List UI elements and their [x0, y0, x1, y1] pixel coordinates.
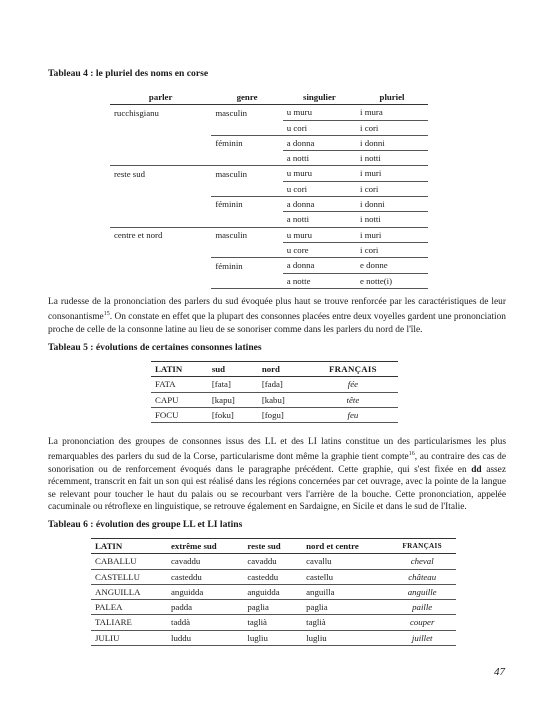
tableau4-cell — [211, 181, 282, 196]
tableau6-row — [91, 630, 456, 645]
tableau6-cell: luddu — [167, 630, 243, 645]
tableau6-cell: cavallu — [302, 554, 388, 569]
tableau4-cell: e donne — [356, 258, 428, 273]
tableau6-cell: anguidda — [243, 584, 302, 599]
page-number: 47 — [494, 666, 505, 678]
tableau5-header-cell: LATIN — [151, 362, 208, 377]
tableau4-header-cell: pluriel — [356, 90, 428, 105]
tableau5-header-cell: sud — [208, 362, 258, 377]
tableau5-cell: fée — [308, 377, 398, 392]
tableau6-cell: CASTELLU — [91, 569, 167, 584]
tableau6-cell: TALIARE — [91, 615, 167, 630]
tableau4-cell — [211, 120, 282, 135]
paragraph-cacuminale: La prononciation des groupes de consonnes issus des LL et des LI latins constitue un des particularismes les plus remarquables des parlers du sud de la Corse, particularisme dont même la graphie tient compte$^{16}$, au contraire des cas de sonorisation ou de renforcement évoqués dans le paragraphe précédent. Cette graphie, qui s'est fixée en dd assez récemment, transcrit en fait un son qui est réalisé dans les régions concernées par cet ouvrage, avec la pointe de la langue se relevant pour toucher le haut du palais ou se recourbant vers l'arrière de la bouche. Cette prononciation, appelée cacuminale ou rétroflexe en linguistique, se retrouve également en Sardaigne, en Sicile et dans le sud de l'Italie. — [48, 437, 507, 513]
tableau5-row — [151, 392, 398, 407]
tableau6-cell: ANGUILLA — [91, 584, 167, 599]
tableau4-row — [110, 166, 428, 181]
tableau4-row — [110, 197, 428, 212]
tableau6-cell: cavaddu — [167, 554, 243, 569]
tableau5-cell: [fata] — [208, 377, 258, 392]
tableau6-row — [91, 584, 456, 599]
tableau5-header-row — [151, 362, 398, 377]
tableau6-row — [91, 569, 456, 584]
tableau4-cell: rucchisgianu — [114, 107, 159, 118]
tableau4-cell: féminin — [215, 199, 243, 210]
tableau6-header-cell: extrême sud — [167, 539, 243, 554]
tableau4-cell — [211, 273, 282, 288]
tableau6-header-row — [91, 539, 456, 554]
tableau6-cell: cavaddu — [243, 554, 302, 569]
tableau4-row — [110, 181, 428, 196]
tableau4-header-row — [110, 90, 428, 105]
tableau6-row — [91, 600, 456, 615]
tableau4-row — [110, 105, 428, 120]
tableau4-cell: masculin — [215, 168, 248, 179]
tableau4-cell — [110, 212, 211, 227]
tableau5-cell: FOCU — [151, 407, 208, 422]
tableau4-cell: masculin — [215, 107, 248, 118]
tableau4-cell: a donna — [283, 258, 356, 273]
tableau6-row — [91, 554, 456, 569]
tableau6-header-cell: nord et centre — [302, 539, 388, 554]
tableau6-cell: lugliu — [302, 630, 388, 645]
tableau4-cell: i donni — [356, 135, 428, 150]
tableau4-row — [110, 242, 428, 257]
tableau6-caption: Tableau 6 : évolution des groupe LL et LI latins — [48, 519, 243, 530]
tableau4-cell — [211, 212, 282, 227]
tableau5-cell: [fogu] — [258, 407, 308, 422]
tableau4-cell: i cori — [356, 120, 428, 135]
tableau6-cell: PALEA — [91, 600, 167, 615]
tableau5-cell: tête — [308, 392, 398, 407]
tableau6-cell: paglia — [302, 600, 388, 615]
tableau4-cell: u muru — [283, 227, 356, 242]
tableau6-cell: taglià — [302, 615, 388, 630]
tableau6-cell: paille — [388, 600, 456, 615]
tableau5-row — [151, 377, 398, 392]
tableau4-cell: i cori — [356, 181, 428, 196]
tableau6-cell: padda — [167, 600, 243, 615]
tableau4-row — [110, 151, 428, 166]
tableau6-cell: castellu — [302, 569, 388, 584]
tableau4-cell: i notti — [356, 212, 428, 227]
tableau4-cell — [110, 135, 211, 150]
tableau5-cell: [kabu] — [258, 392, 308, 407]
tableau4-cell: u cori — [283, 181, 356, 196]
tableau6-row — [91, 615, 456, 630]
tableau4-cell: u muru — [283, 105, 356, 120]
tableau6-cell: casteddu — [167, 569, 243, 584]
tableau4-cell — [110, 120, 211, 135]
tableau4-cell — [110, 151, 211, 166]
tableau6-cell: CABALLU — [91, 554, 167, 569]
tableau4-cell: i muri — [356, 227, 428, 242]
tableau6-header-cell: LATIN — [91, 539, 167, 554]
tableau4-header-cell: singulier — [283, 90, 356, 105]
tableau4-cell: a donna — [283, 197, 356, 212]
tableau4-cell: i muri — [356, 166, 428, 181]
tableau6-cell: paglia — [243, 600, 302, 615]
tableau4-caption: Tableau 4 : le pluriel des noms en corse — [48, 68, 209, 79]
tableau6-cell: taglià — [243, 615, 302, 630]
tableau6-cell: juillet — [388, 630, 456, 645]
tableau6-cell: taddà — [167, 615, 243, 630]
tableau6-cell: anguille — [388, 584, 456, 599]
tableau4-cell: i notti — [356, 151, 428, 166]
tableau4-cell: a notti — [283, 151, 356, 166]
tableau4-cell: a notti — [283, 212, 356, 227]
tableau6-table — [91, 538, 456, 646]
tableau4-cell: masculin — [215, 229, 248, 240]
tableau5-cell: [foku] — [208, 407, 258, 422]
tableau4-row — [110, 227, 428, 242]
tableau4-cell: a notte — [283, 273, 356, 288]
tableau4-cell: e notte(i) — [356, 273, 428, 288]
tableau4-row — [110, 120, 428, 135]
tableau5-header-cell: nord — [258, 362, 308, 377]
tableau4-cell: centre et nord — [114, 229, 163, 240]
tableau6-cell: anguilla — [302, 584, 388, 599]
tableau5-row — [151, 407, 398, 422]
tableau4-cell — [211, 151, 282, 166]
tableau4-cell — [211, 242, 282, 257]
tableau4-cell: i cori — [356, 242, 428, 257]
tableau5-cell: [kapu] — [208, 392, 258, 407]
tableau4-cell — [110, 258, 211, 273]
tableau4-cell: féminin — [215, 260, 243, 271]
tableau6-cell: JULIU — [91, 630, 167, 645]
tableau5-cell: CAPU — [151, 392, 208, 407]
tableau5-table — [151, 361, 398, 423]
tableau5-cell: [fada] — [258, 377, 308, 392]
tableau5-cell: FATA — [151, 377, 208, 392]
tableau4-cell — [110, 181, 211, 196]
tableau5-header-cell: FRANÇAIS — [308, 362, 398, 377]
tableau4-cell — [110, 242, 211, 257]
tableau6-cell: lugliu — [243, 630, 302, 645]
tableau4-row — [110, 135, 428, 150]
tableau6-cell: château — [388, 569, 456, 584]
tableau6-cell: casteddu — [243, 569, 302, 584]
tableau4-header-cell: parler — [110, 90, 211, 105]
tableau4-cell: u muru — [283, 166, 356, 181]
tableau4-row — [110, 273, 428, 288]
tableau6-cell: cheval — [388, 554, 456, 569]
tableau4-header-cell: genre — [211, 90, 282, 105]
tableau6-cell: couper — [388, 615, 456, 630]
tableau4-cell: a donna — [283, 135, 356, 150]
tableau4-row — [110, 212, 428, 227]
paragraph-consonantisme: La rudesse de la prononciation des parlers du sud évoquée plus haut se trouve renforcée par les caractéristiques de leur consonantisme$^{15}$. On constate en effet que la plupart des consonnes placées entre deux voyelles gardent une prononciation proche de celle de la consonne latine au lieu de se sonoriser comme dans les parlers du nord de l'île. — [48, 297, 506, 335]
tableau6-header-cell: reste sud — [243, 539, 302, 554]
tableau4-table — [110, 90, 428, 289]
tableau4-cell: i mura — [356, 105, 428, 120]
tableau6-header-cell: FRANÇAIS — [388, 539, 456, 554]
tableau4-cell: reste sud — [114, 168, 146, 179]
tableau5-caption: Tableau 5 : évolutions de certaines consonnes latines — [48, 342, 262, 353]
tableau6-cell: anguidda — [167, 584, 243, 599]
tableau4-cell — [110, 273, 211, 288]
tableau4-row — [110, 258, 428, 273]
tableau4-cell: u core — [283, 242, 356, 257]
tableau4-cell — [110, 197, 211, 212]
tableau4-cell: féminin — [215, 138, 243, 149]
tableau4-cell: i donni — [356, 197, 428, 212]
tableau4-cell: u cori — [283, 120, 356, 135]
tableau5-cell: feu — [308, 407, 398, 422]
